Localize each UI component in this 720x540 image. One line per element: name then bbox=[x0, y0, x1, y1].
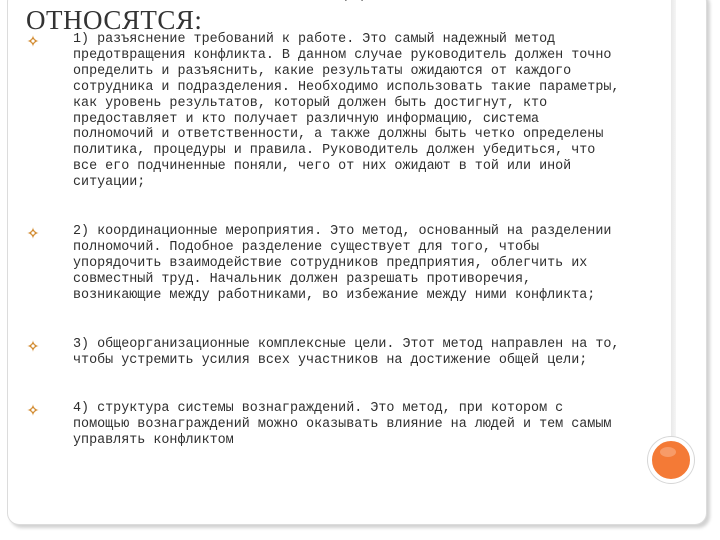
bullet-list bbox=[26, 32, 626, 449]
ornament-bullet-icon bbox=[26, 339, 40, 353]
bullet-text-2: 2) координационные мероприятия. Это метод, основанный на разделении полномочий. Подобное разделение существует для того, чтобы упорядочить взаимодействие сотрудников предприятия, облегчить их совместный труд. Начальник должен разрешать противоречия, возникающие между работниками, во избежание между ними конфликта; bbox=[73, 224, 612, 303]
bullet-item-1 bbox=[26, 32, 626, 191]
bullet-item-3 bbox=[26, 337, 626, 369]
ornament-bullet-icon bbox=[26, 226, 40, 240]
bullet-text-4: 4) структура системы вознаграждений. Это метод, при котором с помощью вознаграждений можно оказывать влияние на людей и тем самым управлять конфликтом bbox=[73, 401, 612, 449]
bullet-text-3: 3) общеорганизационные комплексные цели. Этот метод направлен на то, чтобы устремить усилия всех участников на достижение общей цели; bbox=[73, 336, 620, 368]
bullet-text-1: 1) разъяснение требований к работе. Это самый надежный метод предотвращения конфликта. В данном случае руководитель должен точно определить и разъяснить, какие результаты ожидаются от каждого сотрудника и подразделения. Необходимо использовать такие параметры, как уровень результатов, который должен быть достигнут, кто предоставляет и кто получает различную информацию, система полномочий и ответственности, а также должны быть четко определены политика, процедуры и правила. Руководитель должен убедиться, что все его подчиненные поняли, чего от них ожидают в той или иной ситуации; bbox=[73, 32, 620, 191]
title-line-2: ОТНОСЯТСЯ: bbox=[26, 5, 203, 35]
decorative-orange-circle bbox=[648, 437, 694, 483]
ornament-bullet-icon bbox=[26, 34, 40, 48]
bullet-item-2 bbox=[26, 224, 626, 304]
slide-frame bbox=[7, 0, 707, 525]
bullet-item-4 bbox=[26, 401, 626, 449]
ornament-bullet-icon bbox=[26, 403, 40, 417]
decorative-side-bar bbox=[671, 0, 676, 437]
